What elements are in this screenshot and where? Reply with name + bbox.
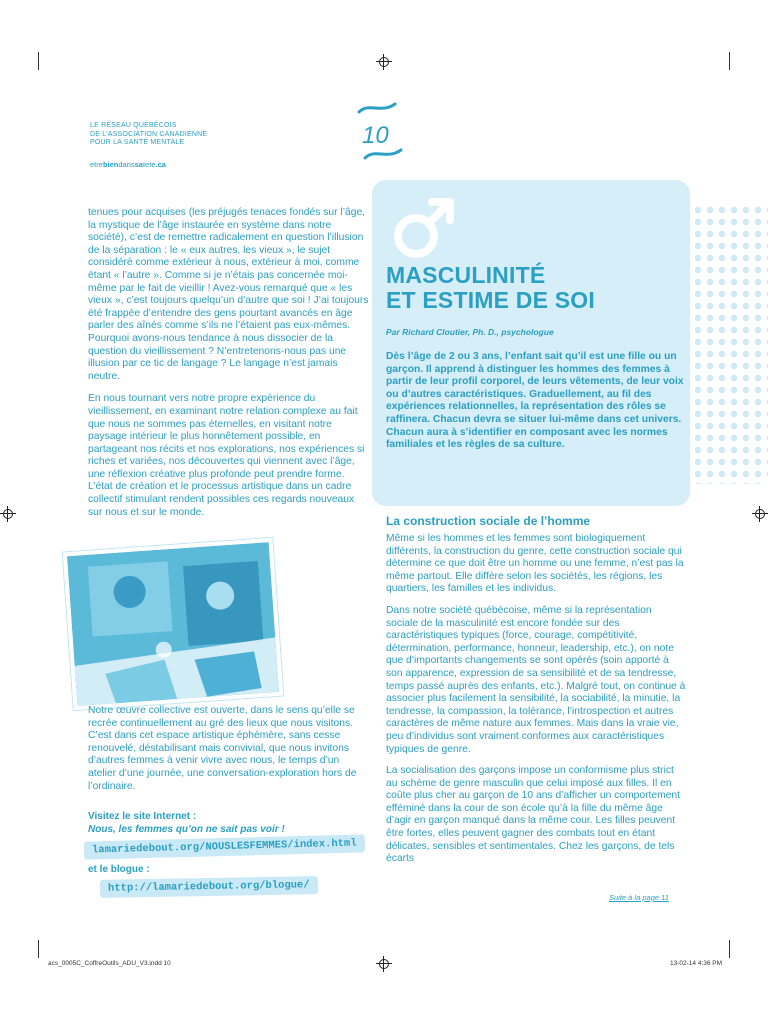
paragraph: Même si les hommes et les femmes sont biologiquement différents, la construction du genre, cette construction sociale qui détermine ce que doit être un homme ou une femme, n’est pas la même partout. Elle diffère selon les sociétés, les régions, les quartiers, les familles et les individus. (386, 533, 684, 595)
page-number: 10 (362, 122, 389, 149)
crop-mark (38, 52, 39, 70)
title-line: ET ESTIME DE SOI (386, 287, 595, 313)
crop-mark (729, 52, 730, 70)
left-column (88, 207, 370, 529)
crop-mark (729, 940, 730, 958)
org-line: DE L’ASSOCIATION CANADIENNE (90, 130, 208, 138)
paragraph: Notre œuvre collective est ouverte, dans le sens qu’elle se recrée continuellement au gré des lieux que nous visitons. C’est dans cet espace artistique éphémère, sans cesse renouvelé, déstabilisant mais convivial, que nous invitons d’autres femmes à venir vivre avec nous, le temps d’un atelier d’une journée, une conversation-exploration hors de l’ordinaire. (88, 705, 357, 792)
article-byline: Par Richard Cloutier, Ph. D., psychologue (386, 327, 554, 337)
article-title (386, 263, 595, 313)
registration-mark-icon (376, 54, 392, 70)
continued-link[interactable]: Suite à la page 11 (609, 893, 669, 902)
url-part: sa (134, 160, 143, 169)
artwork-photo (63, 538, 284, 710)
visit-label: Visitez le site Internet : (88, 811, 197, 822)
registration-mark-icon (752, 506, 768, 522)
paragraph: tenues pour acquises (les préjugés tenaces fondés sur l’âge, la mystique de l’âge instaurée en système dans notre société), c’est de remettre radicalement en question l’illusion de la séparation : le « eux autres, les vieux », le sujet considéré comme extérieur à nous, extérieur à moi, comme étant « l’autre ». Comme si je n’étais pas concernée moi-même par le fait de vieillir ! Avez-vous remarqué que « les vieux », c’est toujours quelqu’un d’autre que soi ! J’ai toujours été frappée d’entendre des gens pourtant avancés en âge parler des aînés comme s’ils ne l’étaient pas eux-mêmes. Pourquoi avons-nous tendance à nous dissocier de la question du vieillissement ? N’entretenons-nous pas une illusion par ce tic de langage ? Le langage n’est jamais neutre. (88, 207, 369, 382)
blog-link[interactable]: http://lamariedebout.org/blogue/ (100, 876, 318, 898)
url-part: .ca (155, 160, 166, 169)
dot-pattern (692, 204, 768, 484)
male-symbol-icon (390, 194, 460, 264)
url-part: dans (118, 160, 135, 169)
crop-mark (38, 940, 39, 958)
url-part: bien (102, 160, 119, 169)
artwork-illustration (67, 542, 283, 711)
org-website (90, 160, 166, 169)
site-link[interactable]: lamariedebout.org/NOUSLESFEMMES/index.html (84, 834, 365, 859)
title-line: MASCULINITÉ (386, 262, 546, 288)
right-column (386, 533, 686, 875)
section-heading: La construction sociale de l’homme (386, 514, 591, 528)
paragraph: La socialisation des garçons impose un conformisme plus strict au schème de genre masculin que celui imposé aux filles. Il en coûte plus cher au garçon de 10 ans d’afficher un comportement efféminé dans la cour de son école qu’à la fille du même âge d’agir en garçon manqué dans la même cour. Les filles peuvent être fortes, elles peuvent gagner des combats tout en étant délicates, sensibles et sentimentales. Chez les garçons, de tels écarts (386, 765, 681, 865)
url-part: tete (142, 160, 156, 169)
left-column-continued (88, 705, 370, 793)
print-slug-file: acs_0005C_CoffreOutils_ADU_V3.indd 10 (48, 960, 171, 967)
org-line: LE RÉSEAU QUÉBÉCOIS (90, 122, 177, 129)
paragraph: Dans notre société québécoise, même si la représentation sociale de la masculinité est encore fondée sur des caractéristiques typiques (force, courage, compétitivité, détermination, performance, honneur, leadership, etc.), on note que d’importants changements se sont opérés (soin apporté à son apparence, expression de sa sensibilité et de sa tendresse, temps passé auprès des enfants, etc.). Malgré tout, on continue à associer plus facilement la sensibilité, la sociabilité, la minutie, la tendresse, la compassion, la tolérance, l’introspection et autres caractères de même nature aux femmes. Mais dans la vraie vie, peu d’individus sont vraiment conformes aux caractéristiques typiques de genre. (386, 604, 686, 755)
site-tagline: Nous, les femmes qu’on ne sait pas voir ! (88, 824, 285, 835)
visit-website-block (88, 810, 285, 836)
registration-mark-icon (376, 956, 392, 972)
blog-label: et le blogue : (88, 864, 150, 875)
registration-mark-icon (0, 506, 16, 522)
organization-name (90, 122, 207, 148)
org-line: POUR LA SANTÉ MENTALE (90, 139, 185, 146)
url-part: etre (90, 160, 103, 169)
print-slug-date: 13-02-14 4:36 PM (670, 960, 723, 967)
paragraph: En nous tournant vers notre propre expérience du vieillissement, en examinant notre relation complexe au fait que nous ne sommes pas éternelles, en visitant notre paysage intérieur le plus honnêtement possible, en partageant nos récits et nos explorations, nos expériences si riches et variées, nos découvertes qui viennent avec l’âge, une réflexion créative plus profonde peut prendre forme. L’état de création et le processus artistique dans un cadre collectif stimulant rendent possibles ces regards nouveaux sur nous et sur le monde. (88, 393, 365, 518)
article-intro: Dès l’âge de 2 ou 3 ans, l’enfant sait qu’il est une fille ou un garçon. Il apprend à distinguer les hommes des femmes à partir de leur profil corporel, de leurs vêtements, de leur voix ou d’autres caractéristiques. Graduellement, au fil des expériences relationnelles, la représentation des rôles se raffinera. Chacun devra se situer lui-même dans cet univers. Chacun aura à s’identifier en composant avec les normes familiales et les règles de sa culture. (386, 351, 684, 451)
